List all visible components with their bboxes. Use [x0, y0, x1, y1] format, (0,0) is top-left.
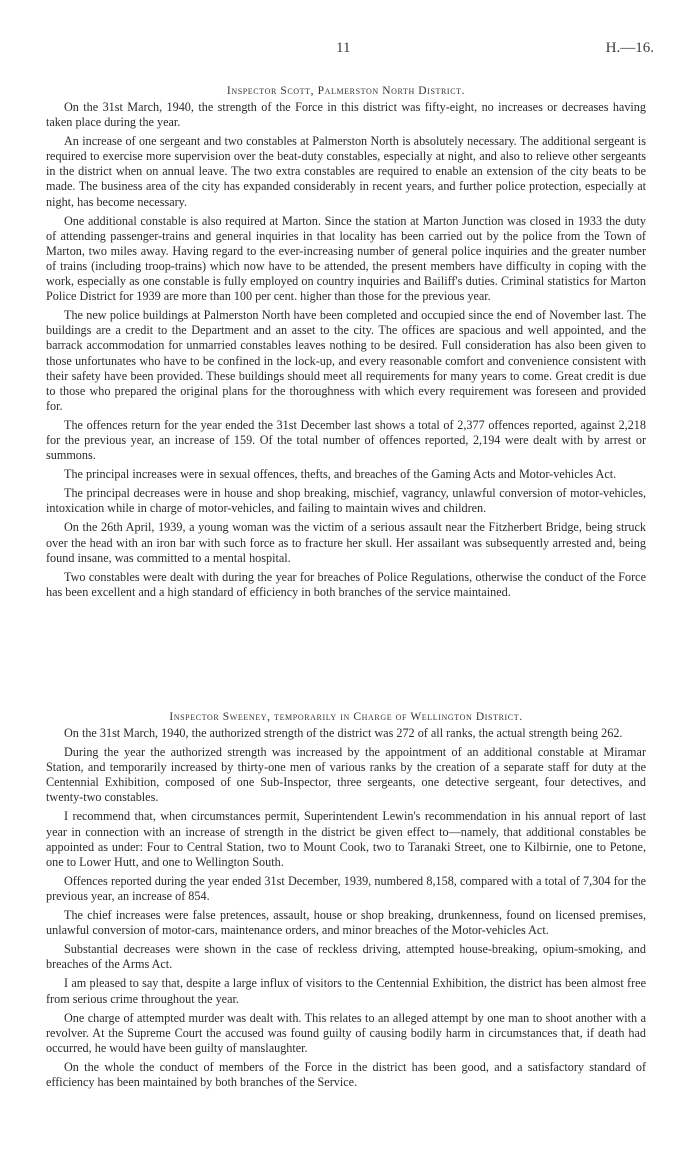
section-palmerston-north — [46, 85, 646, 604]
paragraph: The principal decreases were in house and shop breaking, mischief, vagrancy, unlawful conversion of motor-vehicles, intoxication while in charge of motor-vehicles, and failing to maintain wives and children. — [46, 486, 646, 516]
paragraph: One additional constable is also required at Marton. Since the station at Marton Junction was closed in 1933 the duty of attending passenger-trains and general inquiries in that locality has been carried out by the police from the Town of Marton, two miles away. Having regard to the ever-increasing number of general police inquiries and the greater number of trains (including troop-trains) which now have to be attended, the present members have difficulty in coping with the work, especially as one constable is fully employed on country inquiries and Bailiff's duties. Criminal statistics for Marton Police District for 1939 are more than 100 per cent. higher than those for the previous year. — [46, 213, 646, 304]
paragraph: The new police buildings at Palmerston North have been completed and occupied since the end of November last. The buildings are a credit to the Department and an asset to the city. The offices are spacious and well appointed, and the barrack accommodation for unmarried constables leaves nothing to be desired. Full consideration has also been given to those unfortunates who have to be confined in the lock-up, and every reasonable comfort and convenience consistent with their safety have been provided. These buildings should meet all requirements for many years to come. Great credit is due to those who prepared the original plans for the thoroughness with which every requirement was foreseen and provided for. — [46, 308, 646, 413]
paragraph: The principal increases were in sexual offences, thefts, and breaches of the Gaming Acts and Motor-vehicles Act. — [64, 467, 617, 482]
paragraph: The offences return for the year ended the 31st December last shows a total of 2,377 offences reported, against 2,218 for the previous year, an increase of 159. Of the total number of offences reported, 2,194 were dealt with by arrest or summons. — [46, 417, 646, 463]
page-number: 11 — [336, 40, 351, 56]
section-heading: Inspector Scott, Palmerston North District. — [226, 85, 466, 97]
paragraph: On the 31st March, 1940, the authorized strength of the district was 272 of all ranks, the actual strength being 262. — [64, 726, 623, 740]
section-wellington — [46, 711, 646, 1094]
paragraph: The chief increases were false pretences, assault, house or shop breaking, drunkenness, found on licensed premises, unlawful conversion of motor-cars, maintenance orders, and minor breaches of the Motor-vehicles Act. — [46, 908, 646, 938]
paragraph: On the 26th April, 1939, a young woman was the victim of a serious assault near the Fitzherbert Bridge, being struck over the head with an iron bar with such force as to fracture her skull. Her assailant was subsequently arrested and, being found insane, was committed to a mental hospital. — [46, 520, 646, 565]
paragraph: Offences reported during the year ended 31st December, 1939, numbered 8,158, compared with a total of 7,304 for the previous year, an increase of 854. — [46, 873, 646, 903]
paragraph: An increase of one sergeant and two constables at Palmerston North is absolutely necessary. The additional sergeant is required to exercise more supervision over the beat-duty constables, especially at night, and also to relieve other sergeants in the district when on annual leave. The two extra constables are required to enable an extension of the city beats to be made. The business area of the city has expanded considerably in recent years, and further police protection, especially at night, has become necessary. — [46, 134, 646, 209]
page-header — [0, 40, 700, 60]
paragraph: I am pleased to say that, despite a large influx of visitors to the Centennial Exhibition, the district has been almost free from serious crime throughout the year. — [46, 976, 646, 1006]
paragraph: During the year the authorized strength was increased by the appointment of an additional constable at Miramar Station, and temporarily increased by thirty-one men of various ranks by the creation of a separate staff for duty at the Centennial Exhibition, composed of one Sub-Inspector, three sergeants, one detective sergeant, four detectives, and twenty-two constables. — [46, 745, 646, 805]
paragraph: On the 31st March, 1940, the strength of the Force in this district was fifty-eight, no increases or decreases having taken place during the year. — [46, 100, 646, 130]
paragraph: Substantial decreases were shown in the case of reckless driving, attempted house-breaking, opium-smoking, and breaches of the Arms Act. — [46, 942, 646, 972]
paragraph: I recommend that, when circumstances permit, Superintendent Lewin's recommendation in his annual report of last year in connection with an increase of strength in the district be given effect to—namely, that additional constables be appointed as under: Four to Central Station, two to Mount Cook, two to Taranaki Street, one to Kilbirnie, one to Petone, one to Lower Hutt, and one to Wellington South. — [46, 809, 646, 869]
document-code: H.—16. — [605, 40, 654, 56]
paragraph: One charge of attempted murder was dealt with. This relates to an alleged attempt by one man to shoot another with a revolver. At the Supreme Court the accused was found guilty of causing bodily harm in circumstances that, if death had occurred, he would have been guilty of manslaughter. — [46, 1010, 646, 1055]
paragraph: Two constables were dealt with during the year for breaches of Police Regulations, otherwise the conduct of the Force has been excellent and a high standard of efficiency in both branches of the service maintained. — [46, 569, 646, 599]
paragraph: On the whole the conduct of members of the Force in the district has been good, and a satisfactory standard of efficiency has been maintained by both branches of the Service. — [46, 1059, 646, 1089]
section-heading: Inspector Sweeney, temporarily in Charge of Wellington District. — [169, 711, 523, 723]
